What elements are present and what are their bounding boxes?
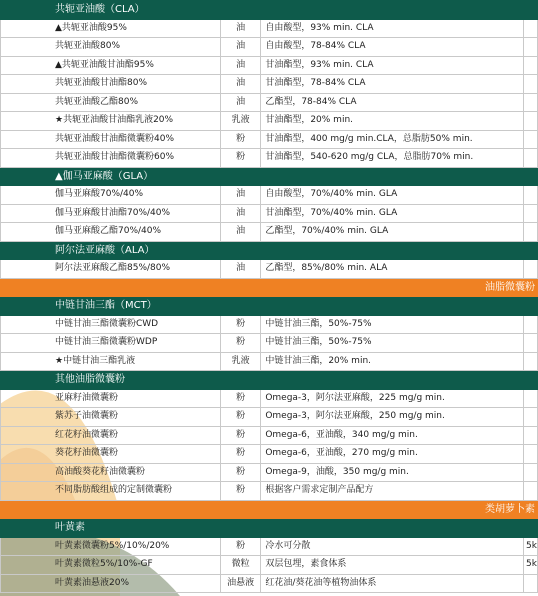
product-extra — [524, 56, 538, 75]
section-title: 中链甘油三酯（MCT） — [1, 297, 538, 316]
product-name: 中链甘油三酯微囊粉CWD — [1, 315, 221, 334]
product-spec: 自由酸型，78-84% CLA — [261, 38, 524, 57]
product-name: 共轭亚油酸甘油酯80% — [1, 75, 221, 94]
table-row — [1, 463, 538, 482]
product-spec: Omega-3，阿尔法亚麻酸，250 mg/g min. — [261, 408, 524, 427]
table-row — [1, 112, 538, 131]
product-form: 粉 — [220, 482, 260, 501]
product-name: 共轭亚油酸80% — [1, 38, 221, 57]
product-spec: 中链甘油三酯，20% min. — [261, 352, 524, 371]
product-spec: 自由酸型，70%/40% min. GLA — [261, 186, 524, 205]
product-name: ★中链甘油三酯乳液 — [1, 352, 221, 371]
product-spec: 甘油酯型，540-620 mg/g CLA，总脂肪70% min. — [261, 149, 524, 168]
product-form: 粉 — [220, 445, 260, 464]
product-extra — [524, 408, 538, 427]
section-title: ▲伽马亚麻酸（GLA） — [1, 167, 538, 186]
product-spec: 甘油酯型，400 mg/g min.CLA，总脂肪50% min. — [261, 130, 524, 149]
table-row — [1, 556, 538, 575]
product-extra — [524, 315, 538, 334]
table-row — [1, 75, 538, 94]
product-form: 油 — [220, 204, 260, 223]
product-form: 微粒 — [220, 556, 260, 575]
product-form: 粉 — [220, 315, 260, 334]
table-row — [1, 130, 538, 149]
product-name: 中链甘油三酯微囊粉WDP — [1, 334, 221, 353]
product-form: 乳液 — [220, 352, 260, 371]
product-extra — [524, 463, 538, 482]
table-row — [1, 445, 538, 464]
table-row — [1, 574, 538, 593]
product-name: 高油酸葵花籽油微囊粉 — [1, 463, 221, 482]
product-spec: 红花油/葵花油等植物油体系 — [261, 574, 524, 593]
product-spec: 双层包埋，素食体系 — [261, 556, 524, 575]
product-extra — [524, 149, 538, 168]
product-extra — [524, 112, 538, 131]
product-extra — [524, 426, 538, 445]
product-form: 油 — [220, 19, 260, 38]
product-form: 粉 — [220, 463, 260, 482]
section-title: 阿尔法亚麻酸（ALA） — [1, 241, 538, 260]
table-row — [1, 186, 538, 205]
table-row — [1, 260, 538, 279]
product-spec: 中链甘油三酯，50%-75% — [261, 334, 524, 353]
section-title: 共轭亚油酸（CLA） — [1, 1, 538, 20]
section-title: 其他油脂微囊粉 — [1, 371, 538, 390]
product-extra: 5k — [524, 537, 538, 556]
section-header — [1, 519, 538, 538]
category-band — [1, 500, 538, 519]
product-name: 伽马亚麻酸乙酯70%/40% — [1, 223, 221, 242]
product-extra — [524, 38, 538, 57]
product-extra — [524, 204, 538, 223]
product-name: ▲共轭亚油酸95% — [1, 19, 221, 38]
product-extra — [524, 19, 538, 38]
product-form: 粉 — [220, 389, 260, 408]
section-title: 叶黄素 — [1, 519, 538, 538]
section-header — [1, 297, 538, 316]
product-form: 粉 — [220, 408, 260, 427]
product-name: 共轭亚油酸甘油酯微囊粉40% — [1, 130, 221, 149]
product-form: 油 — [220, 75, 260, 94]
product-name: 亚麻籽油微囊粉 — [1, 389, 221, 408]
product-extra — [524, 389, 538, 408]
product-name: 共轭亚油酸乙酯80% — [1, 93, 221, 112]
product-spec: 乙酯型，85%/80% min. ALA — [261, 260, 524, 279]
product-name: 伽马亚麻酸70%/40% — [1, 186, 221, 205]
product-extra: 5k — [524, 556, 538, 575]
product-form: 粉 — [220, 334, 260, 353]
product-form: 油 — [220, 93, 260, 112]
section-header — [1, 167, 538, 186]
category-band-label: 类胡萝卜素 — [1, 500, 538, 519]
product-extra — [524, 260, 538, 279]
section-header — [1, 241, 538, 260]
product-spec: Omega-9，油酸，350 mg/g min. — [261, 463, 524, 482]
product-spec: 自由酸型，93% min. CLA — [261, 19, 524, 38]
table-row — [1, 204, 538, 223]
table-row — [1, 315, 538, 334]
product-name: 叶黄素微粒5%/10%-GF — [1, 556, 221, 575]
product-name: 不同脂肪酸组成的定制微囊粉 — [1, 482, 221, 501]
product-name: 阿尔法亚麻酸乙酯85%/80% — [1, 260, 221, 279]
table-row — [1, 537, 538, 556]
product-name: 红花籽油微囊粉 — [1, 426, 221, 445]
product-name: 葵花籽油微囊粉 — [1, 445, 221, 464]
category-band — [1, 278, 538, 297]
product-form: 粉 — [220, 537, 260, 556]
table-row — [1, 389, 538, 408]
product-extra — [524, 93, 538, 112]
section-header — [1, 371, 538, 390]
product-form: 粉 — [220, 426, 260, 445]
product-form: 粉 — [220, 149, 260, 168]
product-form: 油悬液 — [220, 574, 260, 593]
table-row — [1, 352, 538, 371]
table-row — [1, 482, 538, 501]
product-name: ▲共轭亚油酸甘油酯95% — [1, 56, 221, 75]
product-spec: Omega-3，阿尔法亚麻酸，225 mg/g min. — [261, 389, 524, 408]
product-form: 油 — [220, 56, 260, 75]
product-spec: 根据客户需求定制产品配方 — [261, 482, 524, 501]
product-extra — [524, 445, 538, 464]
product-form: 粉 — [220, 130, 260, 149]
product-name: 叶黄素油悬液20% — [1, 574, 221, 593]
table-row — [1, 408, 538, 427]
product-form: 油 — [220, 186, 260, 205]
table-row — [1, 426, 538, 445]
category-band-label: 油脂微囊粉 — [1, 278, 538, 297]
product-spec: 甘油酯型，20% min. — [261, 112, 524, 131]
product-extra — [524, 186, 538, 205]
table-row — [1, 19, 538, 38]
table-row — [1, 56, 538, 75]
product-name: ★共轭亚油酸甘油酯乳液20% — [1, 112, 221, 131]
product-extra — [524, 352, 538, 371]
product-spec: 冷水可分散 — [261, 537, 524, 556]
product-spec: 乙酯型，70%/40% min. GLA — [261, 223, 524, 242]
table-row — [1, 93, 538, 112]
product-form: 油 — [220, 223, 260, 242]
product-spec: Omega-6，亚油酸，340 mg/g min. — [261, 426, 524, 445]
product-spec: 乙酯型，78-84% CLA — [261, 93, 524, 112]
product-name: 紫苏子油微囊粉 — [1, 408, 221, 427]
product-form: 乳液 — [220, 112, 260, 131]
product-name: 伽马亚麻酸甘油酯70%/40% — [1, 204, 221, 223]
product-spec: 中链甘油三酯，50%-75% — [261, 315, 524, 334]
product-form: 油 — [220, 260, 260, 279]
product-spec: Omega-6，亚油酸，270 mg/g min. — [261, 445, 524, 464]
table-row — [1, 223, 538, 242]
table-row — [1, 334, 538, 353]
product-name: 叶黄素微囊粉5%/10%/20% — [1, 537, 221, 556]
product-spec: 甘油酯型，78-84% CLA — [261, 75, 524, 94]
product-name: 共轭亚油酸甘油酯微囊粉60% — [1, 149, 221, 168]
table-row — [1, 149, 538, 168]
product-spec: 甘油酯型，93% min. CLA — [261, 56, 524, 75]
product-extra — [524, 574, 538, 593]
table-row — [1, 38, 538, 57]
product-extra — [524, 130, 538, 149]
product-spec: 甘油酯型，70%/40% min. GLA — [261, 204, 524, 223]
product-form: 油 — [220, 38, 260, 57]
product-extra — [524, 75, 538, 94]
product-extra — [524, 482, 538, 501]
section-header — [1, 1, 538, 20]
product-extra — [524, 334, 538, 353]
product-extra — [524, 223, 538, 242]
